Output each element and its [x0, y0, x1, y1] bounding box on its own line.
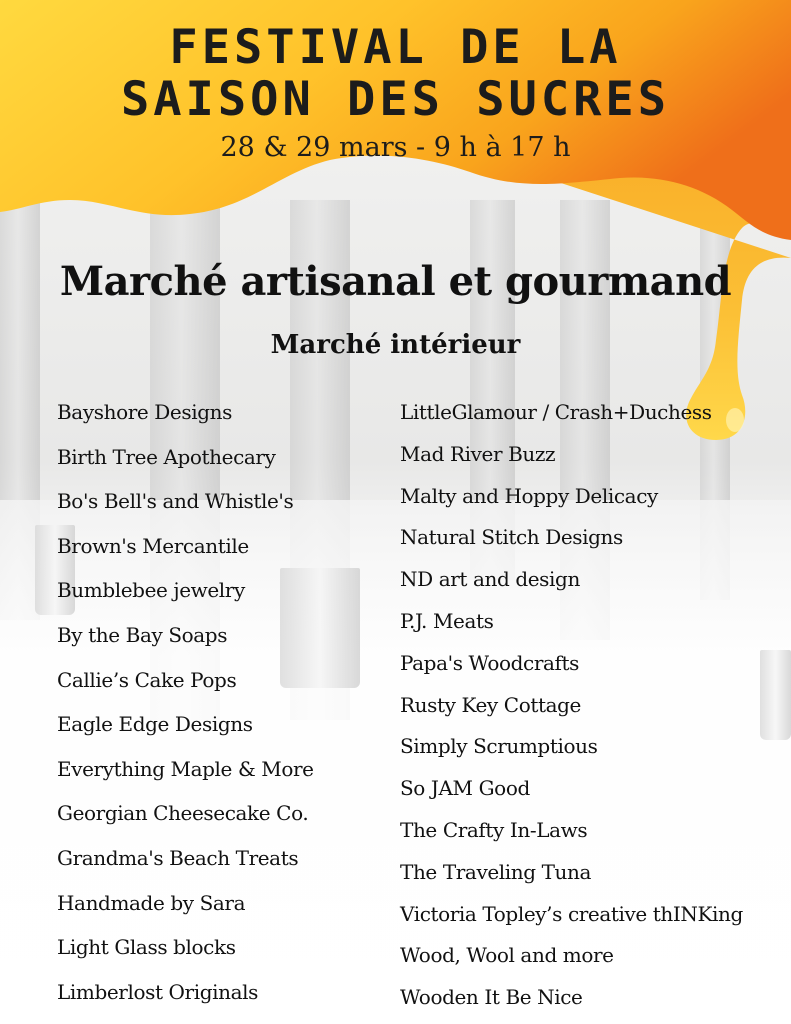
- vendor-item: Handmade by Sara: [57, 890, 246, 915]
- vendor-item: The Crafty In-Laws: [400, 817, 588, 842]
- vendor-item: Bo's Bell's and Whistle's: [57, 489, 294, 514]
- sap-bucket: [760, 650, 791, 740]
- festival-dates: 28 & 29 mars - 9 h à 17 h: [220, 132, 571, 163]
- vendor-item: Mad River Buzz: [400, 441, 556, 466]
- vendor-item: Brown's Mercantile: [57, 533, 249, 558]
- vendor-item: Eagle Edge Designs: [57, 712, 253, 737]
- vendor-list-left: [57, 397, 314, 1021]
- vendor-item: By the Bay Soaps: [57, 622, 228, 647]
- vendor-item: Papa's Woodcrafts: [400, 650, 580, 675]
- vendor-item: Wooden It Be Nice: [400, 985, 583, 1010]
- festival-header: [0, 0, 791, 163]
- vendor-item: Birth Tree Apothecary: [57, 444, 276, 469]
- vendor-item: P.J. Meats: [400, 608, 494, 633]
- vendor-item: Natural Stitch Designs: [400, 525, 623, 550]
- vendor-list-right: [400, 397, 743, 1024]
- vendor-item: ND art and design: [400, 567, 580, 592]
- vendor-item: Bayshore Designs: [57, 400, 232, 424]
- vendor-item: Callie’s Cake Pops: [57, 667, 237, 692]
- vendor-item: Victoria Topley’s creative thINKing: [400, 901, 743, 926]
- festival-title-line2: SAISON DES SUCRES: [120, 72, 671, 127]
- market-title: Marché artisanal et gourmand: [59, 258, 732, 305]
- vendor-item: LittleGlamour / Crash+Duchess: [400, 400, 712, 424]
- vendor-item: Limberlost Originals: [57, 979, 258, 1004]
- vendor-item: Everything Maple & More: [57, 756, 314, 781]
- vendor-item: Georgian Cheesecake Co.: [57, 801, 309, 826]
- vendor-item: The Traveling Tuna: [400, 859, 592, 884]
- vendor-item: Light Glass blocks: [57, 935, 236, 960]
- vendor-item: Grandma's Beach Treats: [57, 845, 299, 870]
- vendor-item: Rusty Key Cottage: [400, 692, 581, 717]
- vendor-item: Wood, Wool and more: [400, 943, 614, 968]
- vendor-item: Malty and Hoppy Delicacy: [400, 483, 658, 508]
- festival-title-line1: FESTIVAL DE LA: [169, 20, 622, 75]
- vendor-item: Simply Scrumptious: [400, 734, 598, 759]
- market-subtitle: Marché intérieur: [270, 330, 521, 360]
- festival-title: [0, 0, 791, 126]
- vendor-item: So JAM Good: [400, 776, 530, 801]
- vendor-item: Bumblebee jewelry: [57, 578, 245, 603]
